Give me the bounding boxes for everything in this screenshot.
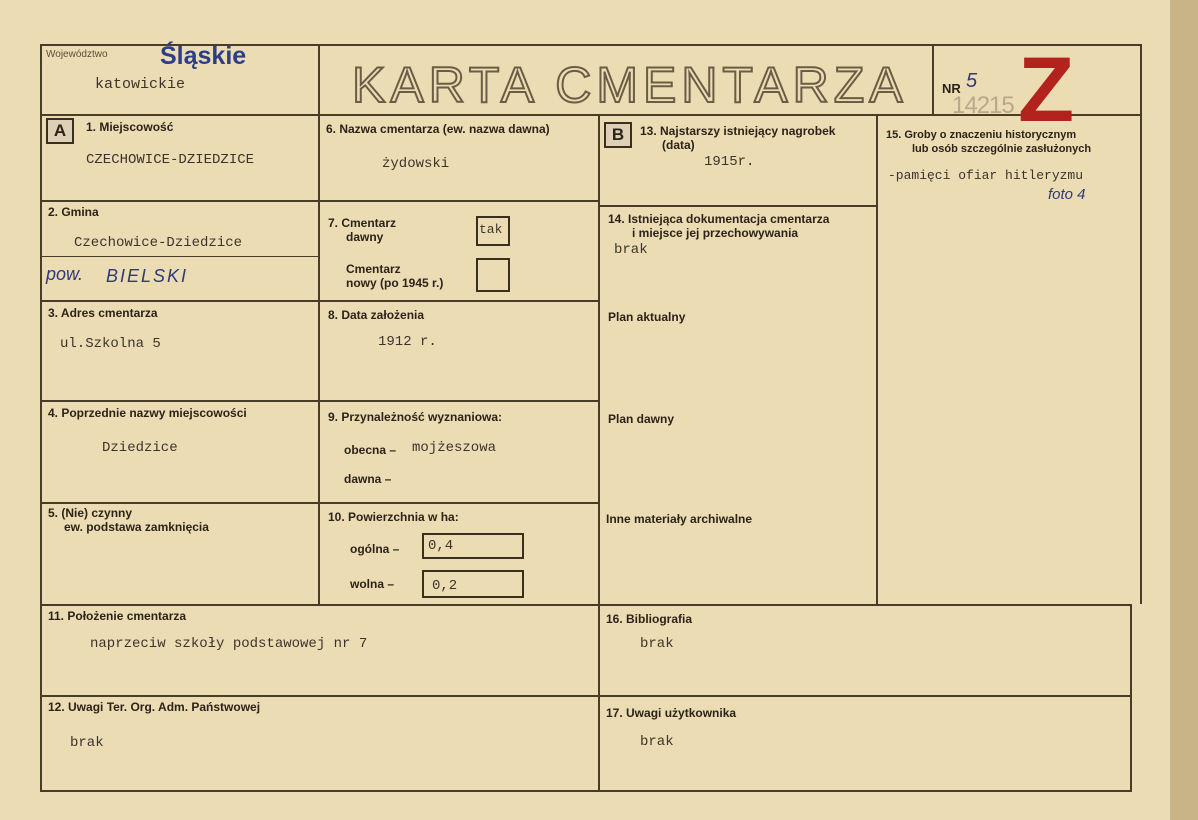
field-7-new-label: Cmentarz — [346, 262, 401, 276]
field-4-label: 4. Poprzednie nazwy miejscowości — [48, 406, 247, 420]
field-2-label: 2. Gmina — [48, 205, 99, 219]
field-7-new-checkbox — [476, 258, 510, 292]
field-10-label: 10. Powierzchnia w ha: — [328, 510, 459, 524]
rule-col2 — [318, 44, 320, 604]
field-5-label: 5. (Nie) czynny — [48, 506, 133, 520]
rule-left — [40, 44, 42, 792]
plan-former-label: Plan dawny — [608, 412, 675, 426]
field-7-old-label: 7. Cmentarz — [328, 216, 397, 230]
other-materials-label: Inne materiały archiwalne — [606, 512, 753, 526]
field-13-label: 13. Najstarszy istniejący nagrobek — [640, 124, 836, 138]
z-stamp: Z — [1018, 39, 1075, 141]
nr-value: 5 — [966, 70, 978, 92]
field-11-value: naprzeciw szkoły podstawowej nr 7 — [90, 636, 368, 652]
field-10-total-label: ogólna – — [350, 542, 400, 556]
field-4-value: Dziedzice — [102, 440, 178, 456]
field-7-old-checkbox — [476, 216, 510, 246]
field-15-value: -pamięci ofiar hitleryzmu — [888, 168, 1084, 183]
field-6-value: żydowski — [382, 156, 450, 172]
field-14-label-2: i miejsce jej przechowywania — [632, 226, 799, 240]
rule-col4 — [876, 114, 878, 604]
field-5-label-2: ew. podstawa zamknięcia — [64, 520, 209, 534]
field-11-label: 11. Położenie cmentarza — [48, 609, 187, 623]
section-a-letter: A — [53, 121, 67, 140]
field-9-current-value: mojżeszowa — [412, 440, 497, 456]
field-12-label: 12. Uwagi Ter. Org. Adm. Państwowej — [48, 700, 261, 714]
rule-row4-left — [40, 502, 600, 504]
field-10-total-value: 0,4 — [428, 538, 454, 554]
rule-gmina-divider — [40, 256, 318, 257]
field-2-pow-prefix: pow. — [46, 264, 84, 284]
field-2-value: Czechowice-Dziedzice — [74, 235, 243, 251]
card-title: KARTA CMENTARZA — [352, 57, 908, 113]
field-15-note: foto 4 — [1048, 186, 1086, 203]
field-7-old-value: tak — [479, 222, 503, 237]
field-10-free-box — [422, 570, 524, 598]
section-a-badge — [46, 118, 74, 144]
voivodeship-value: Śląskie — [160, 42, 247, 70]
field-12-value: brak — [70, 735, 104, 751]
rule-row2-left — [40, 300, 600, 302]
field-17-value: brak — [640, 734, 674, 750]
field-8-value: 1912 r. — [378, 334, 437, 350]
rule-row1-left — [40, 200, 600, 202]
field-13-value: 1915r. — [704, 154, 755, 170]
field-7-new-label-2: nowy (po 1945 r.) — [346, 276, 444, 290]
rule-row1-b — [600, 205, 876, 207]
card-edge-shadow — [1170, 0, 1198, 820]
field-17-label: 17. Uwagi użytkownika — [606, 706, 737, 720]
field-3-label: 3. Adres cmentarza — [48, 306, 158, 320]
nr-label: NR — [942, 81, 961, 96]
field-1-label: 1. Miejscowość — [86, 120, 174, 134]
rule-bottom — [40, 790, 1132, 792]
field-2-pow-value: BIELSKI — [106, 266, 189, 286]
field-10-free-label: wolna – — [350, 577, 395, 591]
field-10-total-box — [422, 533, 524, 559]
rule-row3-left — [40, 400, 600, 402]
field-16-label: 16. Bibliografia — [606, 612, 693, 626]
field-13-label-2: (data) — [662, 138, 695, 152]
field-15-label: 15. Groby o znaczeniu historycznym — [886, 129, 1077, 141]
field-15-label-2: lub osób szczególnie zasłużonych — [912, 143, 1092, 155]
rule-right-upper — [1140, 44, 1142, 604]
field-9-label: 9. Przynależność wyznaniowa: — [328, 410, 503, 424]
rule-right-lower — [1130, 604, 1132, 792]
field-8-label: 8. Data założenia — [328, 308, 425, 322]
rule-nr-left — [932, 44, 934, 114]
plan-current-label: Plan aktualny — [608, 310, 686, 324]
field-1-value: CZECHOWICE-DZIEDZICE — [86, 152, 255, 168]
field-9-former-label: dawna – — [344, 472, 392, 486]
section-b-letter: B — [611, 125, 625, 144]
rule-row5 — [40, 604, 1132, 606]
province-value: katowickie — [95, 76, 186, 93]
rule-col3 — [598, 114, 600, 792]
field-14-value: brak — [614, 242, 648, 258]
field-7-old-label-2: dawny — [346, 230, 384, 244]
field-14-label: 14. Istniejąca dokumentacja cmentarza — [608, 212, 830, 226]
section-b-badge — [604, 122, 632, 148]
field-16-value: brak — [640, 636, 674, 652]
archive-number: 14215 — [952, 92, 1014, 119]
field-3-value: ul.Szkolna 5 — [60, 336, 161, 352]
field-9-current-label: obecna – — [344, 443, 397, 457]
field-6-label: 6. Nazwa cmentarza (ew. nazwa dawna) — [326, 122, 550, 136]
voivodeship-label: Województwo — [46, 49, 108, 60]
field-10-free-value: 0,2 — [432, 578, 458, 594]
rule-row6 — [40, 695, 1132, 697]
